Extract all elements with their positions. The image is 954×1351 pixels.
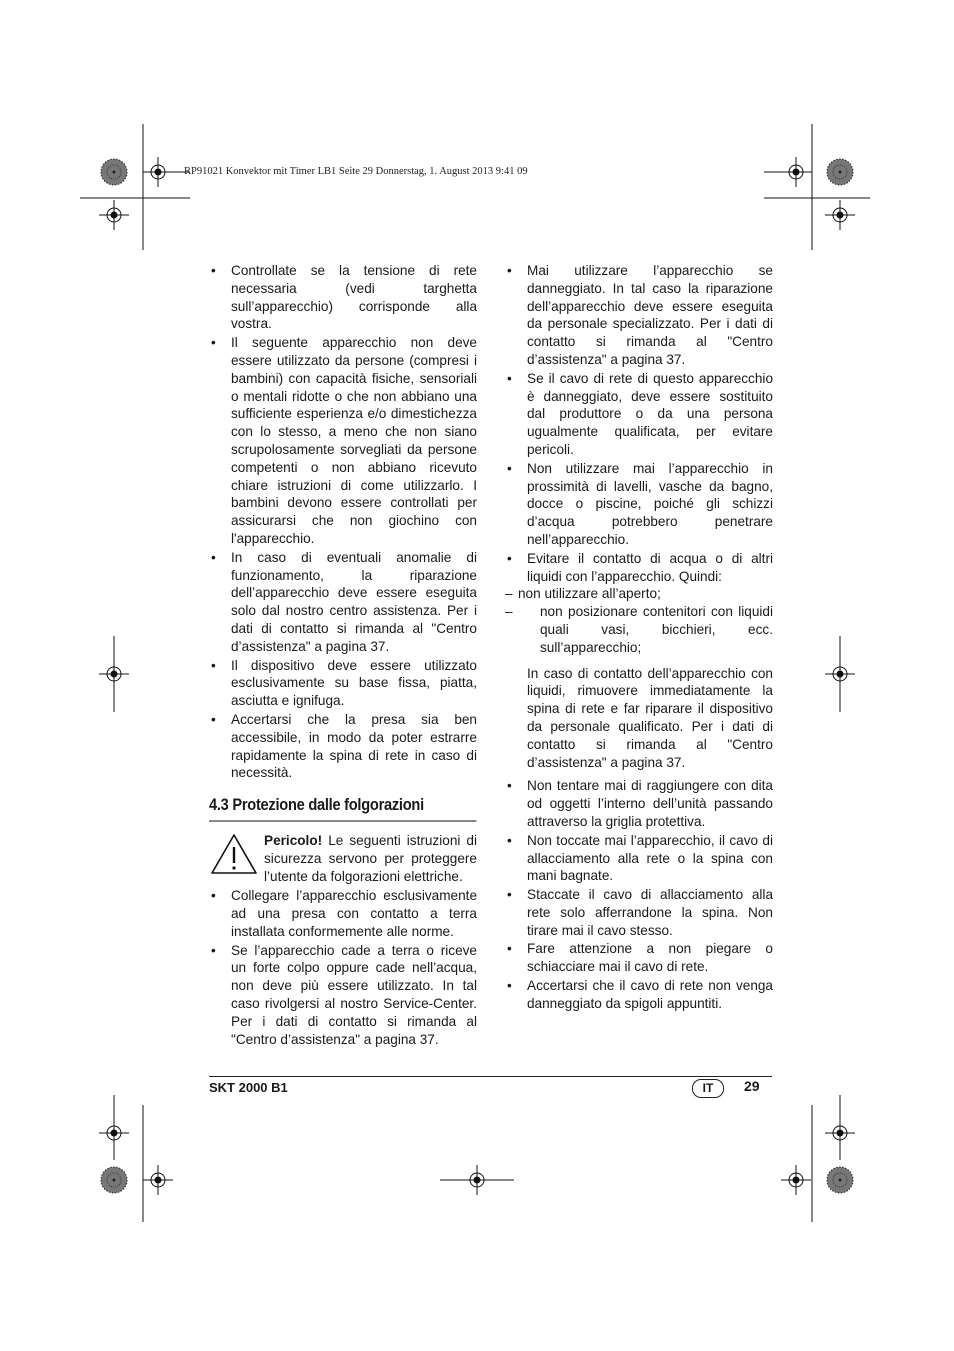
list-item: • In caso di eventuali anomalie di funzionamento, la riparazione dell’apparecchio deve essere eseguita solo dal nostro centro assistenza. Per i dati di contatto si rimanda al "Centro d’assistenza" a pagina 37.: [209, 549, 477, 656]
warning-triangle-icon: [209, 832, 264, 885]
page-number: 29: [744, 1078, 760, 1094]
dash-list: [505, 585, 773, 656]
footer-rule: [209, 1076, 772, 1077]
electric-safety-list: [209, 887, 477, 1048]
list-item: • Collegare l’apparecchio esclusivamente ad una presa con contatto a terra installata conformemente alle norme.: [209, 887, 477, 940]
list-item: • Il seguente apparecchio non deve essere utilizzato da persone (compresi i bambini) con capacità fisiche, sensoriali o mentali ridotte o che non abbiano una sufficiente esperienza e/o dimestichezza con lo stesso, a meno che non siano scrupolosamente sorvegliati da persone competenti o non abbiano ricevuto chiare istruzioni di come utilizzarlo. I bambini devono essere controllati per assicurarsi che non giochino con l'apparecchio.: [209, 334, 477, 548]
list-item: • Non toccate mai l’apparecchio, il cavo di allacciamento alla rete o la spina con mani bagnate.: [505, 832, 773, 885]
warning-label: Pericolo!: [264, 832, 323, 848]
warning-box: [209, 832, 477, 885]
section-title: 4.3 Protezione dalle folgorazioni: [209, 796, 476, 822]
safety-list-right: [505, 262, 773, 1013]
list-item: • Fare attenzione a non piegare o schiacciare mai il cavo di rete.: [505, 940, 773, 976]
dash-item: – non posizionare contenitori con liquidi quali vasi, bicchieri, ecc. sull’apparecchio;: [505, 603, 773, 656]
list-item: • Accertarsi che il cavo di rete non venga danneggiato da spigoli appuntiti.: [505, 977, 773, 1013]
safety-list: [209, 262, 477, 782]
right-column: [505, 262, 773, 1014]
dash-item: – non utilizzare all’aperto;: [505, 585, 773, 603]
warning-body: Le seguenti istruzioni di sicurezza servono per proteggere l’utente da folgorazioni elettriche.: [264, 832, 477, 884]
list-item: • Non utilizzare mai l’apparecchio in prossimità di lavelli, vasche da bagno, docce o piscine, poiché gli schizzi d’acqua potrebbero penetrare nell’apparecchio.: [505, 460, 773, 549]
list-item: • Non tentare mai di raggiungere con dita od oggetti l’interno dell’unità passando attraverso la griglia protettiva.: [505, 777, 773, 830]
list-item: • Controllate se la tensione di rete necessaria (vedi targhetta sull’apparecchio) corrisponde alla vostra.: [209, 262, 477, 333]
liquid-intro: Evitare il contatto di acqua o di altri liquidi con l’apparecchio. Quindi:: [527, 550, 773, 584]
liquid-paragraph: In caso di contatto dell’apparecchio con liquidi, rimuovere immediatamente la spina di rete e far riparare il dispositivo da personale qualificato. Per i dati di contatto si rimanda al "Centro d’assistenza" a pagina 37.: [527, 665, 773, 770]
list-item: • Accertarsi che la presa sia ben accessibile, in modo da poter estrarre rapidamente la spina di rete in caso di necessità.: [209, 711, 477, 782]
list-item: • Il dispositivo deve essere utilizzato esclusivamente su base fissa, piatta, asciutta e ignifuga.: [209, 657, 477, 710]
language-badge: IT: [692, 1079, 724, 1098]
list-item: • Se l’apparecchio cade a terra o riceve un forte colpo oppure cade nell’acqua, non deve più essere utilizzato. In tal caso rivolgersi al nostro Service-Center. Per i dati di contatto si rimanda al "Centro d’assistenza" a pagina 37.: [209, 942, 477, 1049]
list-item: • Se il cavo di rete di questo apparecchio è danneggiato, deve essere sostituito dal produttore o da una persona ugualmente qualificata, per evitare pericoli.: [505, 370, 773, 459]
list-item-liquids: [505, 550, 773, 772]
footer-model: SKT 2000 B1: [209, 1080, 288, 1095]
print-header: RP91021 Konvektor mit Timer LB1 Seite 29 Donnerstag, 1. August 2013 9:41 09: [184, 166, 528, 177]
list-item: • Mai utilizzare l’apparecchio se danneggiato. In tal caso la riparazione dell’apparecchio deve essere eseguita da personale specializzato. Per i dati di contatto si rimanda al "Centro d’assistenza" a pagina 37.: [505, 262, 773, 369]
warning-text: [264, 832, 477, 885]
list-item: • Staccate il cavo di allacciamento alla rete solo afferrandone la spina. Non tirare mai il cavo stesso.: [505, 886, 773, 939]
left-column: [209, 262, 477, 1049]
